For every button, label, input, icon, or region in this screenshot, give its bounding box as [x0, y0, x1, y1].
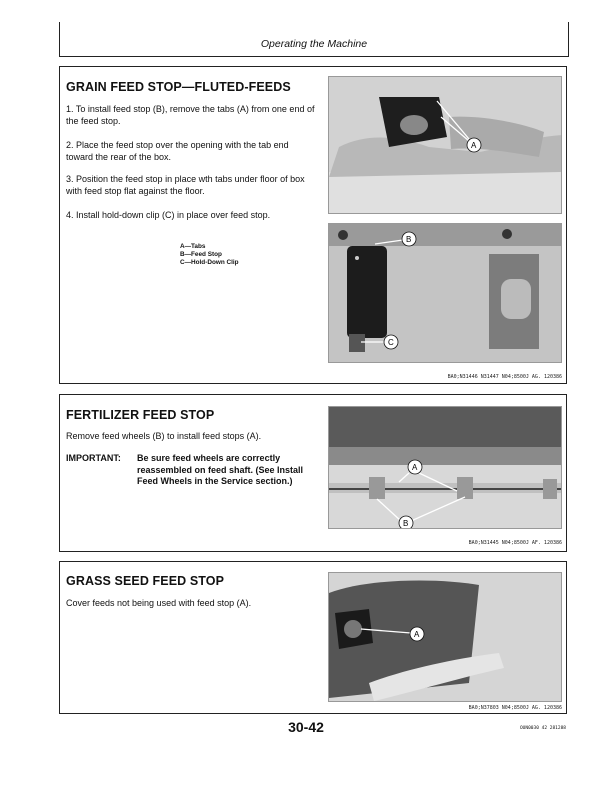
- legend-item: B—Feed Stop: [180, 251, 222, 258]
- section-title: GRAIN FEED STOP—FLUTED-FEEDS: [66, 80, 291, 94]
- section-title: GRASS SEED FEED STOP: [66, 574, 225, 588]
- important-label: IMPORTANT:: [66, 453, 121, 463]
- running-head: Operating the Machine: [260, 38, 368, 50]
- image-code: BA0;N31445 N04;8500J AF. 120386: [468, 540, 562, 546]
- grass-seed-feed-stop-section: [59, 561, 567, 714]
- legend: [180, 243, 239, 267]
- image-code: BA0;N37803 N04;8500J AG. 120386: [468, 705, 562, 711]
- step-3: 3. Position the feed stop in place wth tabs under floor of box with feed stop flat against the floor.: [66, 174, 305, 196]
- header-frame: [59, 22, 569, 57]
- image-code: BA0;N31446 N31447 N04;8500J AG. 120386: [447, 374, 562, 380]
- instruction-text: Remove feed wheels (B) to install feed stops (A).: [66, 431, 262, 441]
- section-title: FERTILIZER FEED STOP: [66, 408, 215, 422]
- important-note: [66, 453, 321, 486]
- callout-b: B: [403, 519, 409, 528]
- fertilizer-feed-stop-section: [59, 394, 567, 552]
- grass-seed-box-photo: [328, 572, 562, 702]
- feed-stop-installed-photo: [328, 223, 562, 363]
- doc-code: OUN0030 42 281288: [519, 726, 566, 731]
- page-number: 30-42: [288, 719, 324, 735]
- step-4: 4. Install hold-down clip (C) in place over feed stop.: [66, 210, 271, 220]
- step-1: 1. To install feed stop (B), remove the tabs (A) from one end of the feed stop.: [66, 104, 315, 126]
- grain-feed-stop-section: [59, 66, 567, 384]
- legend-item: C—Hold-Down Clip: [180, 259, 239, 266]
- callout-a: A: [471, 141, 477, 150]
- step-2: 2. Place the feed stop over the opening with the tab end toward the rear of the box.: [66, 140, 289, 162]
- callout-c: C: [388, 338, 394, 347]
- fertilizer-feed-wheels-photo: [328, 406, 562, 529]
- instruction-text: Cover feeds not being used with feed stop (A).: [66, 598, 252, 608]
- callout-a: A: [412, 463, 418, 472]
- important-text: Be sure feed wheels are correctly reassembled on feed shaft. (See Install Feed Wheels in the Service section.): [137, 453, 304, 486]
- legend-item: A—Tabs: [180, 243, 206, 250]
- feed-stop-tabs-photo: [328, 76, 562, 214]
- callout-a: A: [414, 630, 420, 639]
- callout-b: B: [406, 235, 412, 244]
